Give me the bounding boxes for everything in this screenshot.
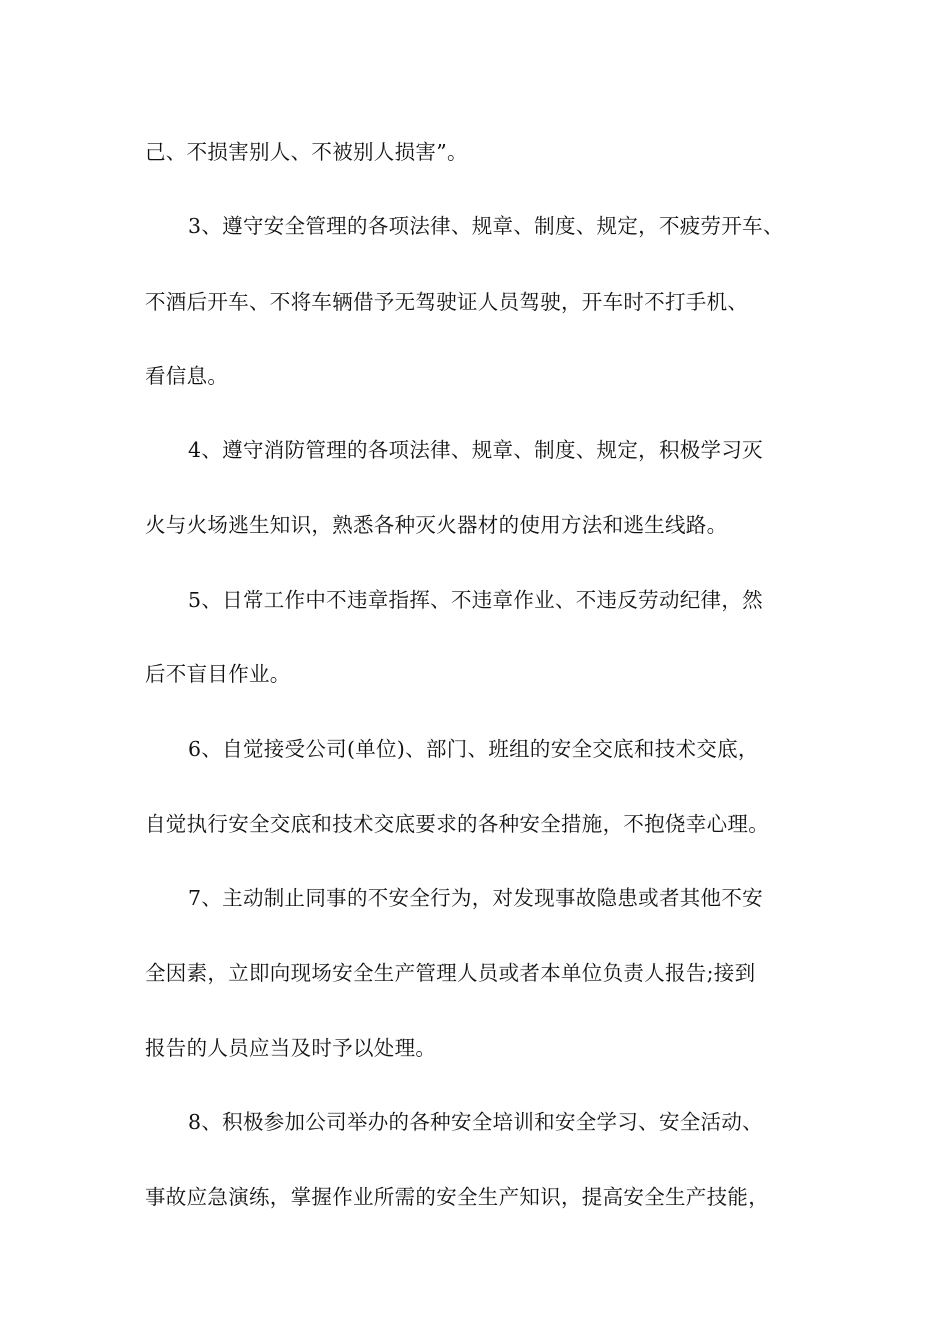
text-line: 己、不损害别人、不被别人损害”。 xyxy=(145,140,468,164)
clause-5-line-1: 5、日常工作中不违章指挥、不违章作业、不违反劳动纪律，然 xyxy=(188,588,763,612)
clause-7-line-1: 7、主动制止同事的不安全行为，对发现事故隐患或者其他不安 xyxy=(188,886,763,910)
clause-8-line-1: 8、积极参加公司举办的各种安全培训和安全学习、安全活动、 xyxy=(188,1110,763,1134)
clause-5-line-2: 后不盲目作业。 xyxy=(145,662,291,686)
clause-4-line-2: 火与火场逃生知识，熟悉各种灭火器材的使用方法和逃生线路。 xyxy=(145,513,728,537)
clause-8-line-2: 事故应急演练，掌握作业所需的安全生产知识，提高安全生产技能， xyxy=(145,1185,769,1209)
clause-3-line-2: 不酒后开车、不将车辆借予无驾驶证人员驾驶，开车时不打手机、 xyxy=(145,290,749,314)
clause-3-line-1: 3、遵守安全管理的各项法律、规章、制度、规定，不疲劳开车、 xyxy=(188,214,784,238)
clause-4-line-1: 4、遵守消防管理的各项法律、规章、制度、规定，积极学习灭 xyxy=(188,438,763,462)
clause-6-line-1: 6、自觉接受公司(单位)、部门、班组的安全交底和技术交底， xyxy=(188,737,759,761)
clause-6-line-2: 自觉执行安全交底和技术交底要求的各种安全措施，不抱侥幸心理。 xyxy=(145,812,769,836)
clause-3-line-3: 看信息。 xyxy=(145,364,229,388)
clause-7-line-3: 报告的人员应当及时予以处理。 xyxy=(145,1036,437,1060)
clause-7-line-2: 全因素，立即向现场安全生产管理人员或者本单位负责人报告;接到 xyxy=(145,961,756,985)
